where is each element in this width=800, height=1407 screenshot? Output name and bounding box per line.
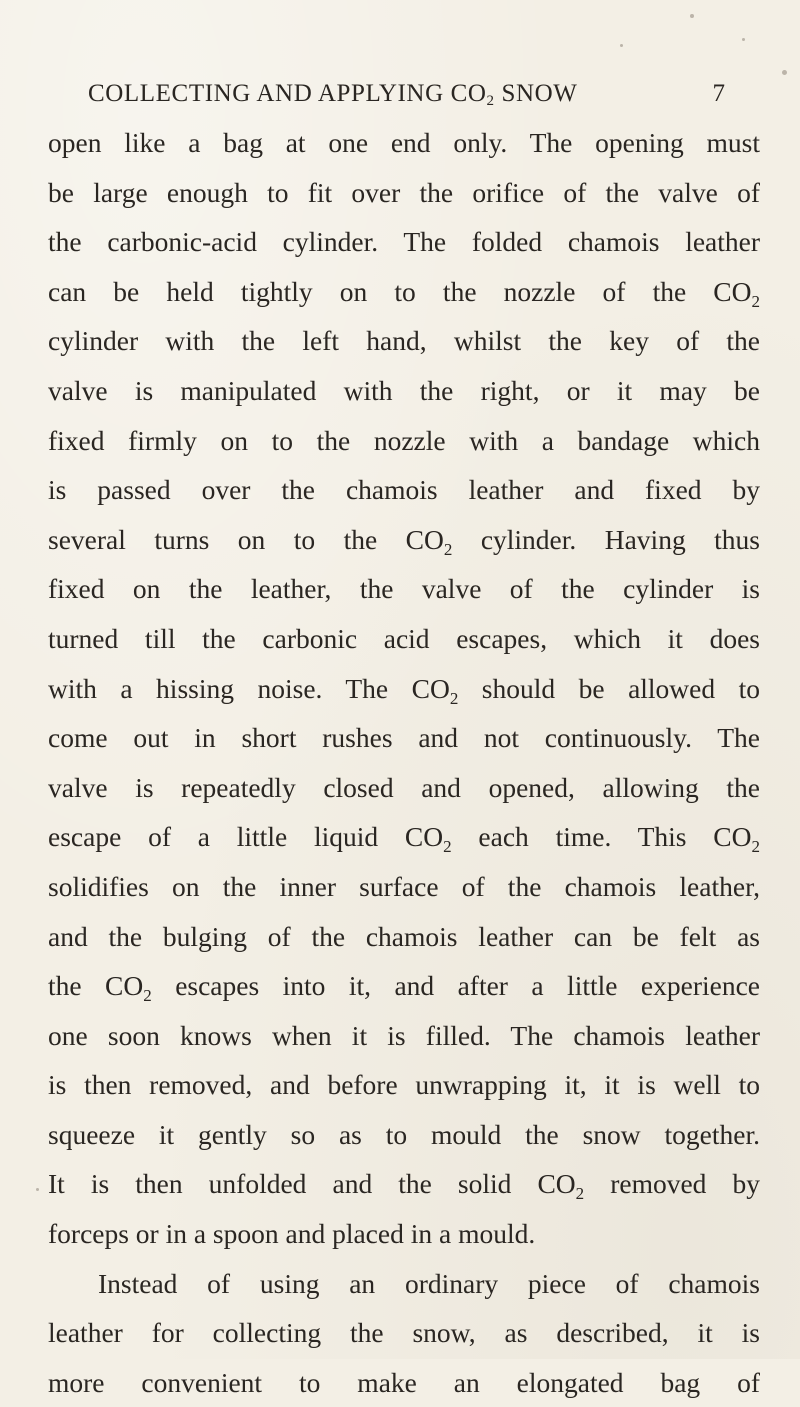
text-segment: removed by (584, 1168, 760, 1200)
subscript: 2 (443, 539, 453, 559)
paper-speck (620, 44, 623, 47)
text-segment: fixed on the leather, the valve of the cylinder is (48, 573, 760, 605)
text-line (48, 1259, 760, 1309)
text-segment: the carbonic-acid cylinder. The folded chamois leather (48, 226, 760, 258)
page-number: 7 (712, 80, 725, 107)
running-head-subscript: 2 (486, 93, 495, 109)
text-line (48, 168, 760, 218)
text-line (48, 465, 760, 515)
text-segment: several turns on to the CO (48, 523, 444, 555)
text-line (48, 564, 760, 614)
text-segment: with a hissing noise. The CO (48, 672, 450, 704)
text-line (48, 664, 760, 714)
paper-speck (782, 70, 787, 75)
text-segment: fixed firmly on to the nozzle with a bandage which (48, 424, 760, 456)
text-segment: is then removed, and before unwrapping it, it is well to (48, 1069, 760, 1101)
text-line (48, 515, 760, 565)
text-segment: more convenient to make an elongated bag of (48, 1366, 760, 1398)
text-segment: be large enough to fit over the orifice of the valve of (48, 176, 760, 208)
text-segment: the CO (48, 970, 144, 1002)
text-line (48, 1060, 760, 1110)
text-line (48, 1358, 760, 1407)
text-segment: open like a bag at one end only. The opening must (48, 127, 760, 158)
text-line (48, 1159, 760, 1209)
subscript: 2 (575, 1184, 585, 1204)
text-segment: should be allowed to (458, 672, 760, 704)
text-segment: valve is repeatedly closed and opened, allowing the (48, 771, 760, 803)
text-segment: squeeze it gently so as to mould the snow together. (48, 1118, 760, 1150)
text-line (48, 118, 760, 168)
running-head-text: COLLECTING AND APPLYING CO (88, 80, 487, 107)
text-segment: Instead of using an ordinary piece of chamois (98, 1267, 760, 1299)
text-segment: cylinder with the left hand, whilst the key of the (48, 325, 760, 357)
text-segment: come out in short rushes and not continuously. The (48, 722, 760, 754)
paper-speck (690, 14, 694, 18)
page-header (88, 80, 725, 120)
text-segment: It is then unfolded and the solid CO (48, 1168, 576, 1200)
subscript: 2 (449, 688, 459, 708)
text-line (48, 416, 760, 466)
text-line (48, 812, 760, 862)
body-text (48, 118, 760, 1407)
text-line (48, 1308, 760, 1358)
paper-speck (36, 1188, 39, 1191)
text-segment: escape of a little liquid CO (48, 821, 444, 853)
text-line (48, 316, 760, 366)
text-segment: forceps or in a spoon and placed in a mould. (48, 1218, 536, 1250)
text-segment: solidifies on the inner surface of the chamois leather, (48, 870, 760, 902)
text-line (48, 763, 760, 813)
text-line (48, 1209, 760, 1259)
text-line (48, 614, 760, 664)
text-segment: valve is manipulated with the right, or it may be (48, 374, 760, 406)
text-line (48, 713, 760, 763)
subscript: 2 (751, 837, 760, 857)
running-head (88, 80, 578, 110)
subscript: 2 (143, 986, 152, 1006)
text-segment: turned till the carbonic acid escapes, which it does (48, 622, 760, 654)
text-line (48, 366, 760, 416)
paper-speck (742, 38, 745, 41)
text-segment: and the bulging of the chamois leather can be felt as (48, 920, 760, 952)
text-line (48, 961, 760, 1011)
running-head-text-end: SNOW (494, 80, 578, 107)
text-segment: each time. This CO (451, 821, 752, 853)
text-line (48, 1110, 760, 1160)
subscript: 2 (751, 291, 760, 311)
text-line (48, 267, 760, 317)
text-segment: one soon knows when it is filled. The chamois leather (48, 1019, 760, 1051)
text-line (48, 1011, 760, 1061)
text-segment: cylinder. Having thus (452, 523, 760, 555)
text-line (48, 912, 760, 962)
text-segment: escapes into it, and after a little experience (151, 970, 760, 1002)
text-segment: can be held tightly on to the nozzle of the CO (48, 275, 752, 307)
text-line (48, 862, 760, 912)
subscript: 2 (443, 837, 452, 857)
text-segment: leather for collecting the snow, as described, it is (48, 1317, 760, 1349)
text-segment: is passed over the chamois leather and fixed by (48, 474, 760, 506)
text-line (48, 217, 760, 267)
